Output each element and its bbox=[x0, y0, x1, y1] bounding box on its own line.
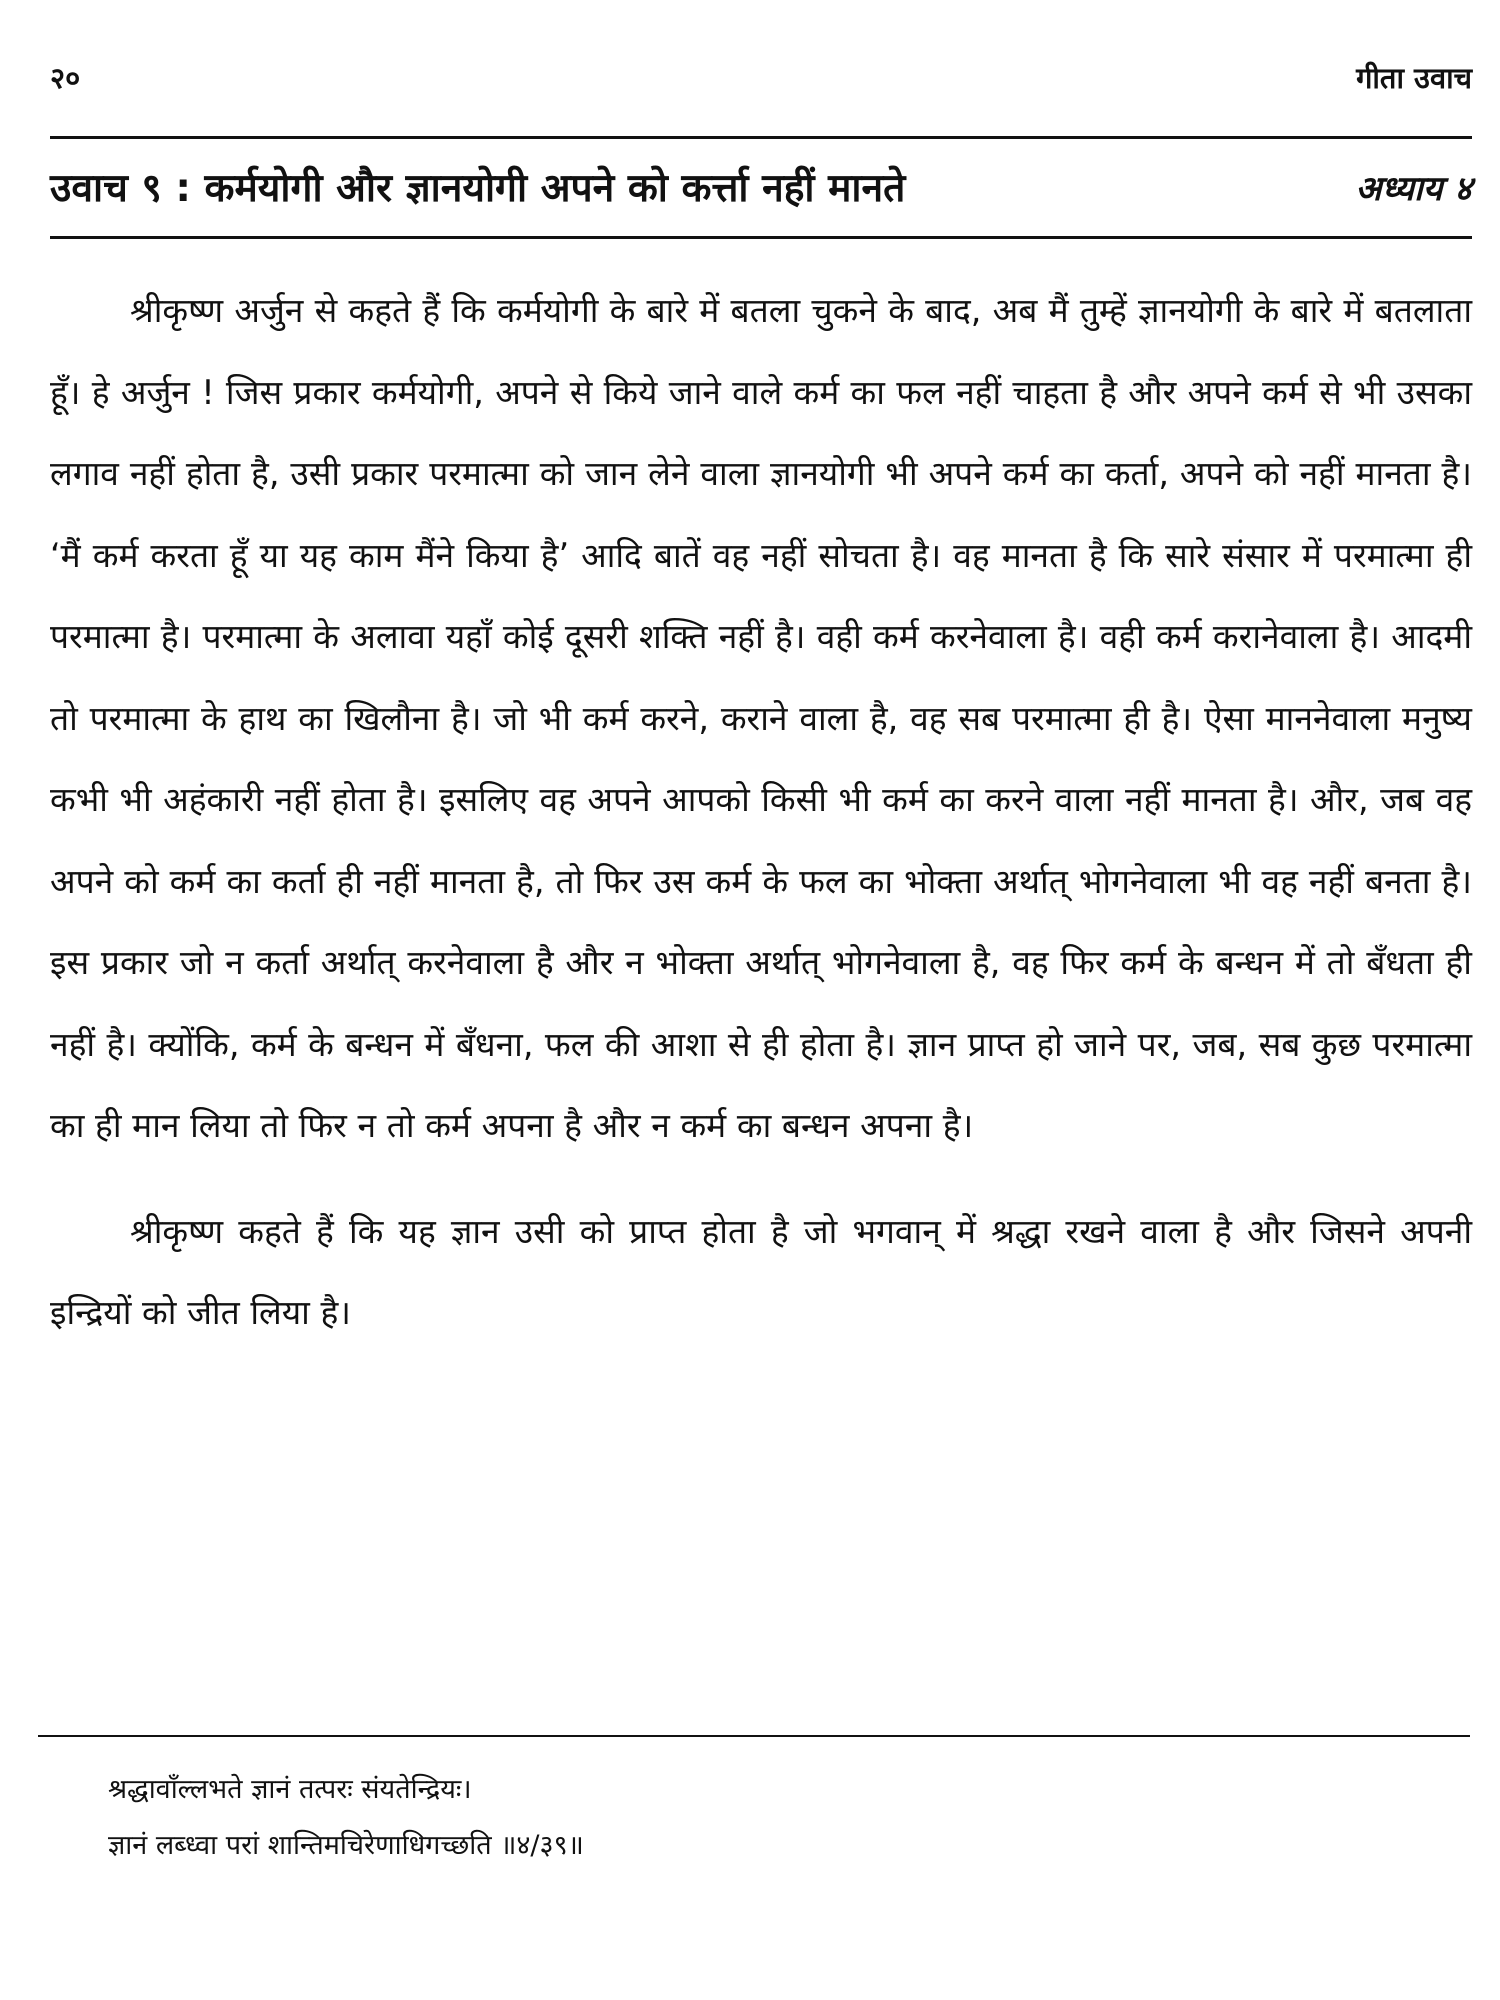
section-heading bbox=[50, 160, 1472, 230]
sanskrit-verse bbox=[108, 1762, 1460, 1874]
page-number: २० bbox=[50, 61, 81, 95]
section-title: उवाच ९ : कर्मयोगी और ज्ञानयोगी अपने को कर्त्ता नहीं मानते bbox=[50, 166, 906, 211]
verse-line: ज्ञानं लब्ध्वा परां शान्तिमचिरेणाधिगच्छति ॥४/३९॥ bbox=[108, 1830, 584, 1861]
top-rule bbox=[50, 136, 1472, 139]
body-text bbox=[50, 270, 1472, 1354]
running-head bbox=[50, 58, 1472, 108]
verse-line: श्रद्धावाँल्लभते ज्ञानं तत्परः संयतेन्द्रियः। bbox=[108, 1774, 472, 1805]
heading-rule bbox=[50, 236, 1472, 239]
book-title: गीता उवाच bbox=[1356, 61, 1472, 95]
paragraph: श्रीकृष्ण अर्जुन से कहते हैं कि कर्मयोगी के बारे में बतला चुकने के बाद, अब मैं तुम्हें ज्ञानयोगी के बारे में बतलाता हूँ। हे अर्जुन ! जिस प्रकार कर्मयोगी, अपने से किये जाने वाले कर्म का फल नहीं चाहता है और अपने कर्म से भी उसका लगाव नहीं होता है, उसी प्रकार परमात्मा को जान लेने वाला ज्ञानयोगी भी अपने कर्म का कर्ता, अपने को नहीं मानता है। ‘मैं कर्म करता हूँ या यह काम मैंने किया है’ आदि बातें वह नहीं सोचता है। वह मानता है कि सारे संसार में परमात्मा ही परमात्मा है। परमात्मा के अलावा यहाँ कोई दूसरी शक्ति नहीं है। वही कर्म करनेवाला है। वही कर्म करानेवाला है। आदमी तो परमात्मा के हाथ का खिलौना है। जो भी कर्म करने, कराने वाला है, वह सब परमात्मा ही है। ऐसा माननेवाला मनुष्य कभी भी अहंकारी नहीं होता है। इसलिए वह अपने आपको किसी भी कर्म का करने वाला नहीं मानता है। और, जब वह अपने को कर्म का कर्ता ही नहीं मानता है, तो फिर उस कर्म के फल का भोक्ता अर्थात् भोगनेवाला भी वह नहीं बनता है। इस प्रकार जो न कर्ता अर्थात् करनेवाला है और न भोक्ता अर्थात् भोगनेवाला है, वह फिर कर्म के बन्धन में तो बँधता ही नहीं है। क्योंकि, कर्म के बन्धन में बँधना, फल की आशा से ही होता है। ज्ञान प्राप्त हो जाने पर, जब, सब कुछ परमात्मा का ही मान लिया तो फिर न तो कर्म अपना है और न कर्म का बन्धन अपना है। bbox=[50, 291, 1472, 1145]
paragraph: श्रीकृष्ण कहते हैं कि यह ज्ञान उसी को प्राप्त होता है जो भगवान् में श्रद्धा रखने वाला है और जिसने अपनी इन्द्रियों को जीत लिया है। bbox=[50, 1211, 1472, 1332]
chapter-label: अध्याय ४ bbox=[1355, 169, 1472, 209]
footnote-rule bbox=[38, 1735, 1470, 1737]
